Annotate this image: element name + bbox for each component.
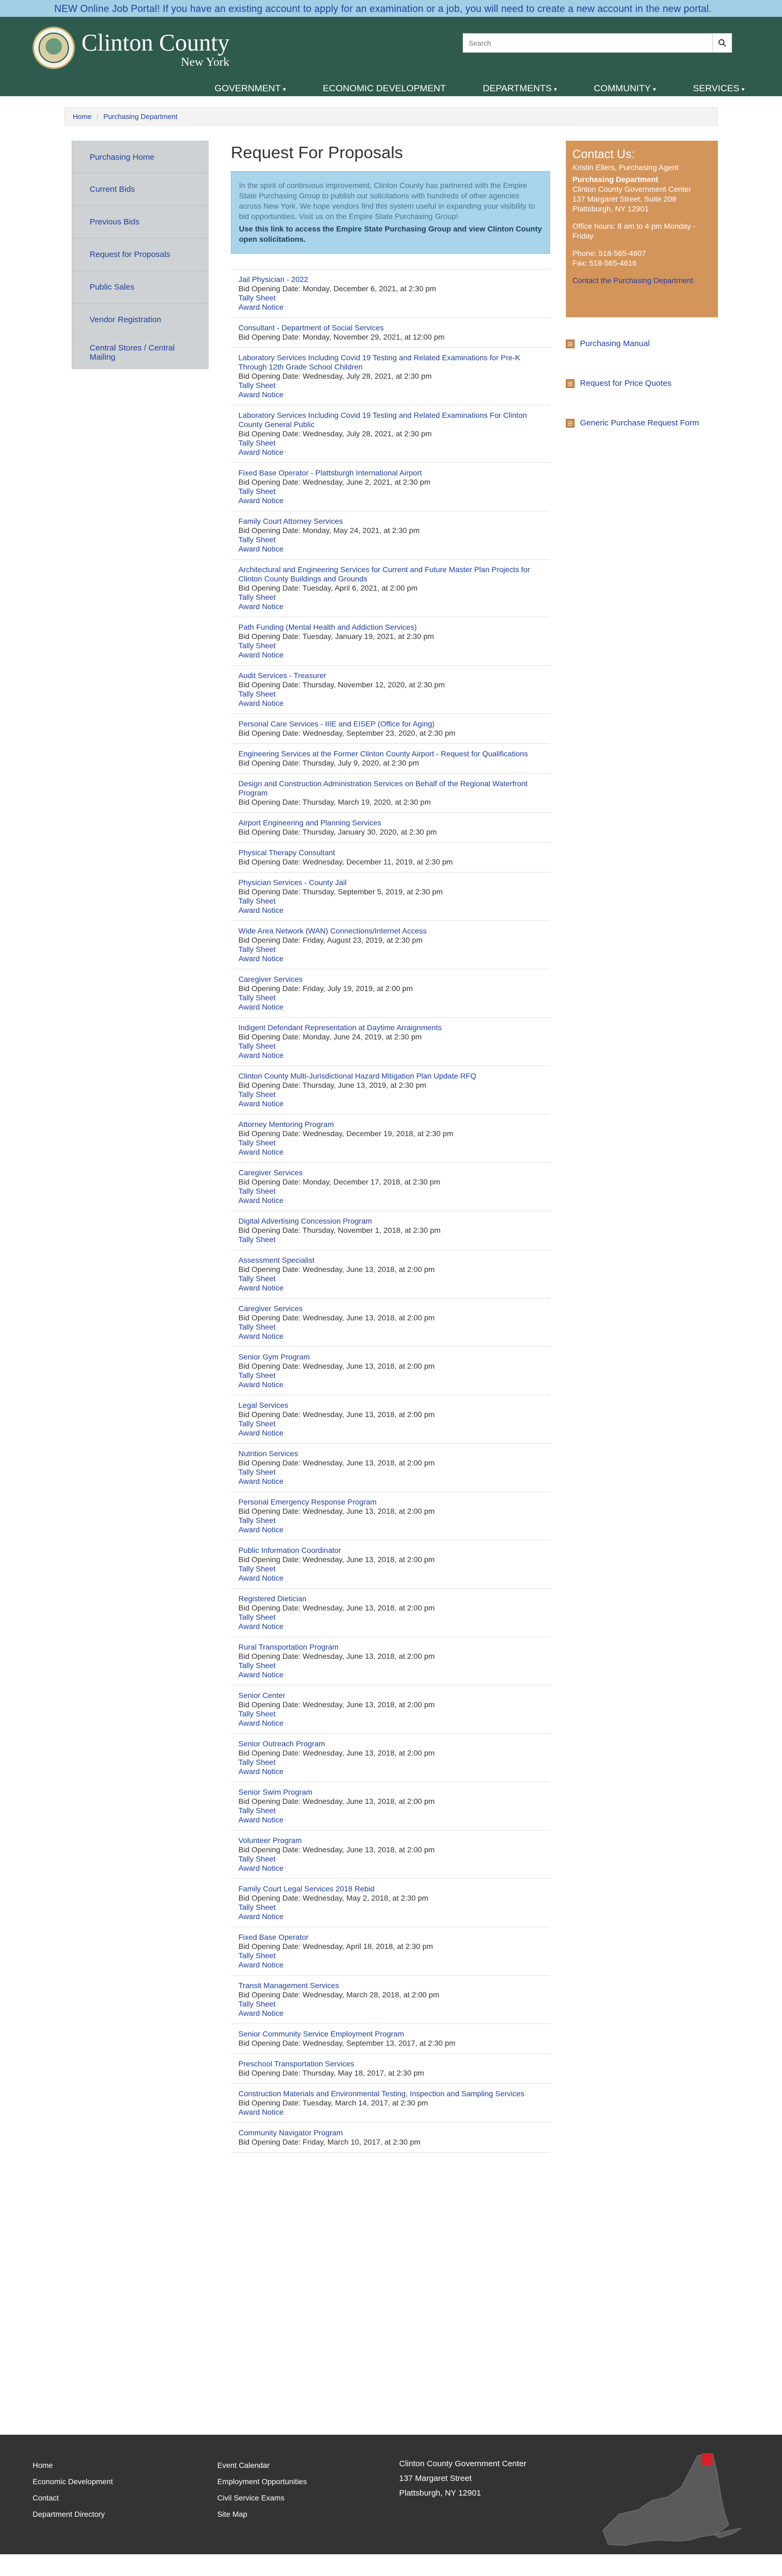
rfp-title-link[interactable]: Jail Physician - 2022	[238, 275, 308, 284]
rfp-item	[231, 1395, 550, 1444]
rfp-title-link[interactable]: Physician Services - County Jail	[238, 878, 347, 887]
rfp-title-link[interactable]: Consultant - Department of Social Services	[238, 323, 384, 332]
award-notice-link[interactable]: Award Notice	[238, 1912, 284, 1921]
tally-sheet-link[interactable]: Tally Sheet	[238, 945, 276, 954]
new-york-state-map	[586, 2449, 744, 2552]
rfp-bid-date: Bid Opening Date: Wednesday, December 19, 2018, at 2:30 pm	[238, 1129, 453, 1138]
rfp-bid-date: Bid Opening Date: Monday, December 6, 2021, at 2:30 pm	[238, 284, 436, 293]
footer-address-line-2: 137 Margaret Street	[399, 2474, 472, 2483]
search-form	[463, 33, 732, 53]
tally-sheet-link[interactable]: Tally Sheet	[238, 535, 276, 544]
tally-sheet-link[interactable]: Tally Sheet	[238, 1274, 276, 1283]
tally-sheet-link[interactable]: Tally Sheet	[238, 1854, 276, 1863]
content-column	[231, 141, 550, 2153]
award-notice-link[interactable]: Award Notice	[238, 303, 284, 311]
award-notice-link[interactable]: Award Notice	[238, 1719, 284, 1727]
footer-links-col-2	[217, 2461, 307, 2526]
nav-departments[interactable]: DEPARTMENTS ▾	[483, 83, 557, 93]
tally-sheet-link[interactable]: Tally Sheet	[238, 690, 276, 698]
rfp-item	[231, 1734, 550, 1782]
rfp-item	[231, 1879, 550, 1927]
rfp-title-link[interactable]: Transit Management Services	[238, 1981, 339, 1990]
rfp-item	[231, 269, 550, 318]
award-notice-link[interactable]: Award Notice	[238, 1815, 284, 1824]
doc-purchase-request-form[interactable]: Generic Purchase Request Form	[566, 418, 718, 428]
tally-sheet-link[interactable]: Tally Sheet	[238, 2000, 276, 2008]
tally-sheet-link[interactable]: Tally Sheet	[238, 1516, 276, 1525]
rfp-title-link[interactable]: Rural Transportation Program	[238, 1643, 339, 1651]
rfp-title-link[interactable]: Path Funding (Mental Health and Addiction Services)	[238, 623, 417, 631]
rfp-title-link[interactable]: Caregiver Services	[238, 975, 303, 983]
tally-sheet-link[interactable]: Tally Sheet	[238, 1468, 276, 1476]
award-notice-link[interactable]: Award Notice	[238, 1283, 284, 1292]
rfp-bid-date: Bid Opening Date: Wednesday, July 28, 2021, at 2:30 pm	[238, 429, 432, 438]
award-notice-link[interactable]: Award Notice	[238, 1622, 284, 1631]
rfp-bid-date: Bid Opening Date: Wednesday, June 13, 2018, at 2:00 pm	[238, 1700, 435, 1709]
rfp-item	[231, 1250, 550, 1299]
rfp-item	[231, 1927, 550, 1976]
rfp-item	[231, 1163, 550, 1211]
footer-address	[399, 2456, 526, 2500]
breadcrumb-home[interactable]: Home	[73, 112, 92, 121]
rfp-title-link[interactable]: Senior Community Service Employment Program	[238, 2029, 404, 2038]
tally-sheet-link[interactable]: Tally Sheet	[238, 1903, 276, 1911]
rfp-item	[231, 560, 550, 617]
rfp-bid-date: Bid Opening Date: Wednesday, June 13, 2018, at 2:00 pm	[238, 1458, 435, 1467]
contact-fax: Fax: 518-565-4616	[572, 259, 637, 267]
award-notice-link[interactable]: Award Notice	[238, 390, 284, 399]
search-icon	[718, 39, 727, 47]
footer-link-home[interactable]: Home	[33, 2461, 53, 2470]
rfp-item	[231, 463, 550, 511]
award-notice-link[interactable]: Award Notice	[238, 544, 284, 553]
award-notice-link[interactable]: Award Notice	[238, 1525, 284, 1534]
rfp-item	[231, 2123, 550, 2153]
tally-sheet-link[interactable]: Tally Sheet	[238, 1371, 276, 1380]
rfp-item	[231, 1492, 550, 1540]
nav-government[interactable]: GOVERNMENT ▾	[215, 83, 286, 93]
contact-address-2: 137 Margaret Street, Suite 208	[572, 195, 677, 203]
site-title[interactable]: Clinton County	[81, 29, 230, 56]
rfp-item	[231, 1114, 550, 1163]
contact-heading: Contact Us:	[572, 147, 635, 161]
breadcrumb-current[interactable]: Purchasing Department	[103, 112, 178, 121]
rfp-item	[231, 969, 550, 1018]
rfp-bid-date: Bid Opening Date: Wednesday, June 13, 2018, at 2:00 pm	[238, 1748, 435, 1757]
page-title: Request For Proposals	[231, 143, 403, 162]
award-notice-link[interactable]: Award Notice	[238, 954, 284, 963]
footer-link-contact[interactable]: Contact	[33, 2493, 59, 2502]
chevron-down-icon: ▾	[741, 86, 745, 93]
rfp-bid-date: Bid Opening Date: Wednesday, June 13, 2018, at 2:00 pm	[238, 1265, 435, 1274]
chevron-down-icon: ▾	[653, 86, 656, 93]
rfp-bid-date: Bid Opening Date: Wednesday, June 2, 2021, at 2:30 pm	[238, 478, 431, 486]
espg-link[interactable]: Use this link to access the Empire State Purchasing Group and view Clinton County open solicitations.	[239, 224, 542, 243]
rfp-item	[231, 774, 550, 813]
tally-sheet-link[interactable]: Tally Sheet	[238, 1564, 276, 1573]
tally-sheet-link[interactable]: Tally Sheet	[238, 1661, 276, 1670]
award-notice-link[interactable]: Award Notice	[238, 1196, 284, 1205]
rfp-item	[231, 1066, 550, 1114]
contact-name: Kristin Ellers, Purchasing Agent	[572, 163, 679, 172]
rfp-item	[231, 1347, 550, 1395]
rfp-title-link[interactable]: Community Navigator Program	[238, 2128, 343, 2137]
contact-box	[566, 141, 718, 317]
rfp-bid-date: Bid Opening Date: Thursday, September 5, 2019, at 2:30 pm	[238, 887, 443, 896]
rfp-bid-date: Bid Opening Date: Wednesday, March 28, 2018, at 2:00 pm	[238, 1990, 439, 1999]
rfp-title-link[interactable]: Fixed Base Operator - Plattsburgh International Airport	[238, 468, 422, 477]
rfp-item	[231, 1540, 550, 1589]
rfp-item	[231, 921, 550, 969]
contact-address-1: Clinton County Government Center	[572, 185, 691, 193]
rfp-title-link[interactable]: Family Court Legal Services 2018 Rebid	[238, 1884, 375, 1893]
contact-dept-link[interactable]: Contact the Purchasing Department	[572, 276, 693, 285]
rfp-bid-date: Bid Opening Date: Friday, March 10, 2017, at 2:30 pm	[238, 2138, 421, 2146]
rfp-item	[231, 1589, 550, 1637]
award-notice-link[interactable]: Award Notice	[238, 1767, 284, 1776]
rfp-bid-date: Bid Opening Date: Thursday, January 30, 2020, at 2:30 pm	[238, 828, 437, 836]
rfp-item	[231, 666, 550, 714]
rfp-item	[231, 1637, 550, 1685]
sidebar-item-public-sales[interactable]: Public Sales	[72, 271, 209, 304]
tally-sheet-link[interactable]: Tally Sheet	[238, 1187, 276, 1195]
contact-phone: Phone: 518-565-4607	[572, 249, 646, 258]
site-footer	[0, 2435, 782, 2554]
tally-sheet-link[interactable]: Tally Sheet	[238, 293, 276, 302]
rfp-item	[231, 1211, 550, 1250]
rfp-item	[231, 843, 550, 873]
rfp-bid-date: Bid Opening Date: Friday, July 19, 2019, at 2:00 pm	[238, 984, 413, 993]
rfp-bid-date: Bid Opening Date: Wednesday, June 13, 2018, at 2:00 pm	[238, 1313, 435, 1322]
rfp-title-link[interactable]: Indigent Defendant Representation at Daytime Arraignments	[238, 1023, 442, 1032]
rfp-bid-date: Bid Opening Date: Friday, August 23, 2019, at 2:30 pm	[238, 936, 423, 944]
rfp-item	[231, 617, 550, 666]
rfp-bid-date: Bid Opening Date: Thursday, March 19, 2020, at 2:30 pm	[238, 798, 431, 806]
rfp-item	[231, 1831, 550, 1879]
rfp-bid-date: Bid Opening Date: Wednesday, September 23, 2020, at 2:30 pm	[238, 729, 456, 737]
rfp-title-link[interactable]: Caregiver Services	[238, 1168, 303, 1177]
footer-link-employment[interactable]: Employment Opportunities	[217, 2477, 307, 2486]
tally-sheet-link[interactable]: Tally Sheet	[238, 1613, 276, 1621]
sidebar-item-previous-bids[interactable]: Previous Bids	[72, 206, 209, 239]
document-icon	[566, 340, 575, 348]
county-seal-logo[interactable]	[33, 27, 75, 69]
rfp-bid-date: Bid Opening Date: Wednesday, May 2, 2018, at 2:30 pm	[238, 1894, 428, 1902]
rfp-title-link[interactable]: Senior Center	[238, 1691, 286, 1700]
rfp-item	[231, 1299, 550, 1347]
site-header	[0, 17, 782, 96]
doc-purchasing-manual[interactable]: Purchasing Manual	[566, 339, 718, 348]
rfp-bid-date: Bid Opening Date: Thursday, November 12, 2020, at 2:30 pm	[238, 680, 445, 689]
chevron-down-icon: ▾	[553, 86, 557, 93]
sidebar-item-current-bids[interactable]: Current Bids	[72, 173, 209, 206]
rfp-bid-date: Bid Opening Date: Wednesday, June 13, 2018, at 2:00 pm	[238, 1555, 435, 1564]
footer-address-line-1: Clinton County Government Center	[399, 2459, 527, 2468]
right-column	[566, 141, 718, 458]
contact-address-3: Plattsburgh, NY 12901	[572, 204, 649, 213]
rfp-item	[231, 2024, 550, 2054]
rfp-title-link[interactable]: Clinton County Multi-Jurisdictional Hazard Mitigation Plan Update RFQ	[238, 1071, 477, 1080]
alert-text[interactable]: NEW Online Job Portal! If you have an existing account to apply for an examination or a job, you will need to create a new account in the new portal.	[54, 3, 712, 14]
rfp-bid-date: Bid Opening Date: Thursday, July 9, 2020, at 2:30 pm	[238, 759, 419, 767]
document-icon	[566, 419, 575, 428]
footer-link-civil-service[interactable]: Civil Service Exams	[217, 2493, 285, 2502]
rfp-bid-date: Bid Opening Date: Tuesday, January 19, 2021, at 2:30 pm	[238, 632, 434, 641]
rfp-item	[231, 1018, 550, 1066]
footer-link-event-calendar[interactable]: Event Calendar	[217, 2461, 270, 2470]
rfp-title-link[interactable]: Construction Materials and Environmental Testing, Inspection and Sampling Services	[238, 2089, 525, 2098]
rfp-bid-date: Bid Opening Date: Wednesday, June 13, 2018, at 2:00 pm	[238, 1362, 435, 1370]
footer-link-department-directory[interactable]: Department Directory	[33, 2510, 105, 2518]
footer-link-economic-development[interactable]: Economic Development	[33, 2477, 113, 2486]
document-icon	[566, 379, 575, 388]
rfp-title-link[interactable]: Fixed Base Operator	[238, 1933, 309, 1941]
rfp-title-link[interactable]: Registered Dietician	[238, 1594, 307, 1603]
sidebar-nav	[72, 141, 209, 369]
tally-sheet-link[interactable]: Tally Sheet	[238, 1758, 276, 1766]
award-notice-link[interactable]: Award Notice	[238, 496, 284, 505]
award-notice-link[interactable]: Award Notice	[238, 602, 284, 611]
rfp-title-link[interactable]: Nutrition Services	[238, 1449, 298, 1458]
rfp-title-link[interactable]: Digital Advertising Concession Program	[238, 1217, 372, 1225]
sidebar-item-purchasing-home[interactable]: Purchasing Home	[72, 141, 209, 173]
tally-sheet-link[interactable]: Tally Sheet	[238, 1090, 276, 1099]
rfp-item	[231, 1444, 550, 1492]
award-notice-link[interactable]: Award Notice	[238, 2009, 284, 2017]
intro-callout	[231, 171, 550, 254]
contact-hours: Office hours: 8 am to 4 pm Monday - Friday	[572, 222, 696, 240]
rfp-title-link[interactable]: Airport Engineering and Planning Services	[238, 818, 382, 827]
award-notice-link[interactable]: Award Notice	[238, 1380, 284, 1389]
tally-sheet-link[interactable]: Tally Sheet	[238, 438, 276, 447]
award-notice-link[interactable]: Award Notice	[238, 448, 284, 456]
rfp-item	[231, 348, 550, 405]
main-area	[0, 141, 782, 2435]
rfp-title-link[interactable]: Caregiver Services	[238, 1304, 303, 1313]
tally-sheet-link[interactable]: Tally Sheet	[238, 1951, 276, 1960]
rfp-bid-date: Bid Opening Date: Monday, November 29, 2021, at 12:00 pm	[238, 333, 445, 341]
rfp-bid-date: Bid Opening Date: Wednesday, June 13, 2018, at 2:00 pm	[238, 1603, 435, 1612]
rfp-bid-date: Bid Opening Date: Monday, May 24, 2021, at 2:30 pm	[238, 526, 420, 535]
rfp-title-link[interactable]: Senior Swim Program	[238, 1788, 313, 1796]
search-button[interactable]	[712, 33, 732, 53]
award-notice-link[interactable]: Award Notice	[238, 1428, 284, 1437]
rfp-title-link[interactable]: Laboratory Services Including Covid 19 Testing and Related Examinations For Clinton County General Public	[238, 411, 527, 429]
nav-economic-development[interactable]: ECONOMIC DEVELOPMENT	[323, 83, 446, 93]
rfp-title-link[interactable]: Design and Construction Administration Services on Behalf of the Regional Waterfront Program	[238, 779, 528, 797]
award-notice-link[interactable]: Award Notice	[238, 1864, 284, 1872]
document-links	[566, 339, 718, 428]
rfp-bid-date: Bid Opening Date: Wednesday, December 11, 2019, at 2:30 pm	[238, 857, 453, 866]
rfp-item	[231, 744, 550, 774]
rfp-bid-date: Bid Opening Date: Monday, December 17, 2018, at 2:30 pm	[238, 1177, 440, 1186]
tally-sheet-link[interactable]: Tally Sheet	[238, 1419, 276, 1428]
rfp-item	[231, 813, 550, 843]
rfp-item	[231, 2054, 550, 2084]
rfp-title-link[interactable]: Senior Outreach Program	[238, 1739, 325, 1748]
nav-services[interactable]: SERVICES ▾	[692, 83, 745, 93]
tally-sheet-link[interactable]: Tally Sheet	[238, 1806, 276, 1815]
rfp-bid-date: Bid Opening Date: Tuesday, March 14, 2017, at 2:30 pm	[238, 2098, 428, 2107]
rfp-title-link[interactable]: Physical Therapy Consultant	[238, 848, 335, 857]
site-subtitle: New York	[181, 55, 230, 68]
rfp-title-link[interactable]: Legal Services	[238, 1401, 288, 1409]
rfp-title-link[interactable]: Preschool Transportation Services	[238, 2059, 355, 2068]
rfp-bid-date: Bid Opening Date: Thursday, June 13, 2019, at 2:30 pm	[238, 1081, 426, 1089]
award-notice-link[interactable]: Award Notice	[238, 1099, 284, 1108]
alert-banner[interactable]	[0, 0, 782, 17]
rfp-item	[231, 405, 550, 463]
rfp-title-link[interactable]: Family Court Attorney Services	[238, 517, 343, 525]
award-notice-link[interactable]: Award Notice	[238, 1670, 284, 1679]
rfp-bid-date: Bid Opening Date: Wednesday, June 13, 2018, at 2:00 pm	[238, 1410, 435, 1419]
rfp-title-link[interactable]: Laboratory Services Including Covid 19 Testing and Related Examinations for Pre-K Through 12th Grade School Children	[238, 353, 520, 371]
rfp-item	[231, 511, 550, 560]
rfp-item	[231, 873, 550, 921]
breadcrumb: Home / Purchasing Department	[64, 107, 718, 126]
intro-text: In the spirit of continuous improvement, Clinton County has partnered with the Empire State Purchasing Group to publish our solicitations with hundreds of other agencies across New York. We hope vendors find this system useful in expanding your visibility to bid opportunities. Visit us on the Empire State Purchasing Group!	[239, 181, 535, 221]
tally-sheet-link[interactable]: Tally Sheet	[238, 993, 276, 1002]
rfp-item	[231, 2084, 550, 2123]
rfp-bid-date: Bid Opening Date: Thursday, November 1, 2018, at 2:30 pm	[238, 1226, 441, 1234]
award-notice-link[interactable]: Award Notice	[238, 650, 284, 659]
tally-sheet-link[interactable]: Tally Sheet	[238, 487, 276, 496]
rfp-title-link[interactable]: Wide Area Network (WAN) Connections/Internet Access	[238, 926, 427, 935]
sidebar-item-central-stores-central-mailing[interactable]: Central Stores / Central Mailing	[72, 336, 209, 369]
award-notice-link[interactable]: Award Notice	[238, 2108, 284, 2116]
tally-sheet-link[interactable]: Tally Sheet	[238, 381, 276, 390]
rfp-title-link[interactable]: Attorney Mentoring Program	[238, 1120, 334, 1129]
main-nav	[215, 83, 745, 94]
rfp-list	[231, 269, 550, 2153]
award-notice-link[interactable]: Award Notice	[238, 1051, 284, 1060]
award-notice-link[interactable]: Award Notice	[238, 699, 284, 707]
rfp-bid-date: Bid Opening Date: Wednesday, July 28, 2021, at 2:30 pm	[238, 372, 432, 380]
rfp-bid-date: Bid Opening Date: Monday, June 24, 2019, at 2:30 pm	[238, 1032, 422, 1041]
footer-link-site-map[interactable]: Site Map	[217, 2510, 248, 2518]
award-notice-link[interactable]: Award Notice	[238, 1332, 284, 1340]
tally-sheet-link[interactable]: Tally Sheet	[238, 1323, 276, 1331]
rfp-bid-date: Bid Opening Date: Wednesday, June 13, 2018, at 2:00 pm	[238, 1797, 435, 1806]
tally-sheet-link[interactable]: Tally Sheet	[238, 1235, 276, 1244]
rfp-item	[231, 714, 550, 744]
tally-sheet-link[interactable]: Tally Sheet	[238, 641, 276, 650]
rfp-title-link[interactable]: Public Information Coordinator	[238, 1546, 342, 1555]
contact-dept: Purchasing Department	[572, 175, 658, 184]
award-notice-link[interactable]: Award Notice	[238, 1477, 284, 1486]
search-input[interactable]	[463, 33, 712, 53]
award-notice-link[interactable]: Award Notice	[238, 906, 284, 914]
rfp-bid-date: Bid Opening Date: Thursday, May 18, 2017, at 2:30 pm	[238, 2069, 424, 2077]
tally-sheet-link[interactable]: Tally Sheet	[238, 1709, 276, 1718]
rfp-item	[231, 318, 550, 348]
rfp-bid-date: Bid Opening Date: Wednesday, September 13, 2017, at 2:30 pm	[238, 2039, 456, 2047]
tally-sheet-link[interactable]: Tally Sheet	[238, 593, 276, 601]
nav-community[interactable]: COMMUNITY ▾	[594, 83, 656, 93]
chevron-down-icon: ▾	[282, 86, 286, 93]
rfp-title-link[interactable]: Engineering Services at the Former Clinton County Airport - Request for Qualifications	[238, 749, 528, 758]
award-notice-link[interactable]: Award Notice	[238, 1002, 284, 1011]
award-notice-link[interactable]: Award Notice	[238, 1574, 284, 1582]
sidebar-item-vendor-registration[interactable]: Vendor Registration	[72, 304, 209, 336]
rfp-title-link[interactable]: Senior Gym Program	[238, 1352, 310, 1361]
rfp-bid-date: Bid Opening Date: Wednesday, June 13, 2018, at 2:00 pm	[238, 1652, 435, 1660]
award-notice-link[interactable]: Award Notice	[238, 1148, 284, 1156]
rfp-title-link[interactable]: Personal Emergency Response Program	[238, 1497, 377, 1506]
tally-sheet-link[interactable]: Tally Sheet	[238, 1042, 276, 1050]
rfp-item	[231, 1685, 550, 1734]
footer-links-col-1	[33, 2461, 113, 2526]
tally-sheet-link[interactable]: Tally Sheet	[238, 897, 276, 905]
rfp-bid-date: Bid Opening Date: Wednesday, June 13, 2018, at 2:00 pm	[238, 1845, 435, 1854]
footer-address-line-3: Plattsburgh, NY 12901	[399, 2489, 481, 2498]
rfp-item	[231, 1976, 550, 2024]
rfp-bid-date: Bid Opening Date: Wednesday, April 18, 2018, at 2:30 pm	[238, 1942, 433, 1951]
rfp-item	[231, 1782, 550, 1831]
rfp-bid-date: Bid Opening Date: Wednesday, June 13, 2018, at 2:00 pm	[238, 1507, 435, 1515]
doc-price-quotes[interactable]: Request for Price Quotes	[566, 379, 718, 388]
award-notice-link[interactable]: Award Notice	[238, 1960, 284, 1969]
rfp-title-link[interactable]: Volunteer Program	[238, 1836, 302, 1845]
rfp-bid-date: Bid Opening Date: Tuesday, April 6, 2021, at 2:00 pm	[238, 584, 418, 592]
sidebar-item-request-for-proposals[interactable]: Request for Proposals	[72, 239, 209, 271]
clinton-county-highlight	[702, 2453, 712, 2465]
breadcrumb-band	[0, 96, 782, 141]
rfp-title-link[interactable]: Audit Services - Treasurer	[238, 671, 326, 680]
rfp-title-link[interactable]: Assessment Specialist	[238, 1256, 315, 1264]
rfp-title-link[interactable]: Architectural and Engineering Services for Current and Future Master Plan Projects for Clinton County Buildings and Grounds	[238, 565, 530, 583]
tally-sheet-link[interactable]: Tally Sheet	[238, 1138, 276, 1147]
rfp-title-link[interactable]: Personal Care Services - IIIE and EISEP (Office for Aging)	[238, 719, 435, 728]
